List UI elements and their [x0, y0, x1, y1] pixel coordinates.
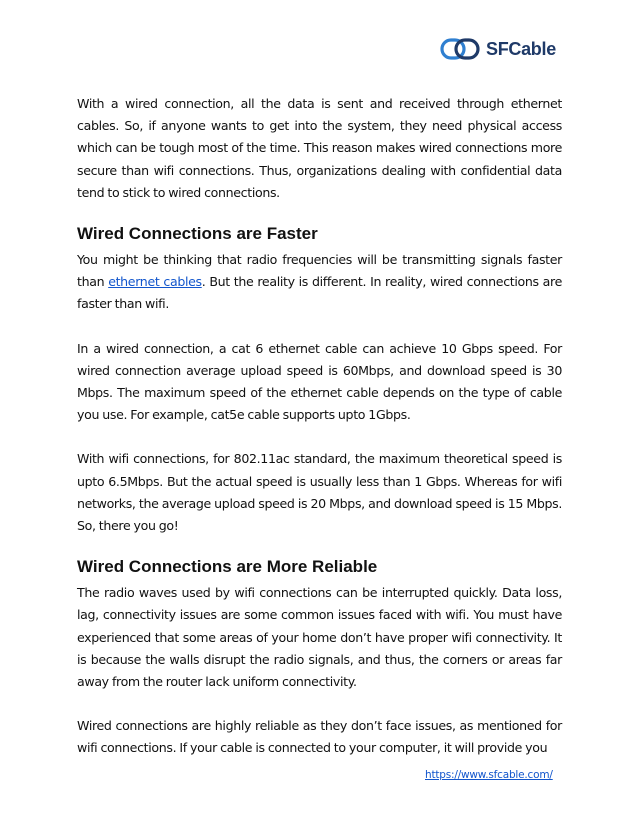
faster-text-after: . But the reality is different. In reality, wired connections are faster than wifi.: [77, 274, 562, 312]
chain-link-icon: [440, 36, 482, 62]
faster-paragraph-1: [77, 249, 562, 316]
logo-text: SFCable: [486, 38, 556, 59]
footer-url-link[interactable]: https://www.sfcable.com/: [425, 769, 553, 781]
ethernet-cables-link[interactable]: ethernet cables: [108, 274, 202, 290]
brand-logo[interactable]: [440, 36, 556, 62]
intro-paragraph: With a wired connection, all the data is sent and received through ethernet cables. So, if anyone wants to get into the system, they need physical access which can be tough most of the time. This reason makes wired connections more secure than wifi connections. Thus, organizations dealing with confidential data tend to stick to wired connections.: [77, 96, 562, 200]
heading-wired-reliable: Wired Connections are More Reliable: [77, 557, 378, 577]
article-body: [77, 93, 562, 760]
heading-wired-faster: Wired Connections are Faster: [77, 224, 318, 244]
reliable-paragraph-2: Wired connections are highly reliable as they don’t face issues, as mentioned for wifi connections. If your cable is connected to your computer, it will provide you: [77, 718, 562, 756]
faster-paragraph-3: With wifi connections, for 802.11ac standard, the maximum theoretical speed is upto 6.5Mbps. But the actual speed is usually less than 1 Gbps. Whereas for wifi networks, the average upload speed is 20 Mbps, and download speed is 15 Mbps. So, there you go!: [77, 451, 562, 534]
reliable-paragraph-1: The radio waves used by wifi connections can be interrupted quickly. Data loss, lag, connectivity issues are some common issues faced with wifi. You must have experienced that some areas of your home don’t have proper wifi connectivity. It is because the walls disrupt the radio signals, and thus, the corners or areas far away from the router lack uniform connectivity.: [77, 585, 562, 690]
faster-text-before: You might be thinking that radio frequencies will be transmitting signals faster than: [77, 252, 562, 290]
faster-paragraph-2: In a wired connection, a cat 6 ethernet cable can achieve 10 Gbps speed. For wired connection average upload speed is 60Mbps, and download speed is 30 Mbps. The maximum speed of the ethernet cable depends on the type of cable you use. For example, cat5e cable supports upto 1Gbps.: [77, 340, 562, 423]
